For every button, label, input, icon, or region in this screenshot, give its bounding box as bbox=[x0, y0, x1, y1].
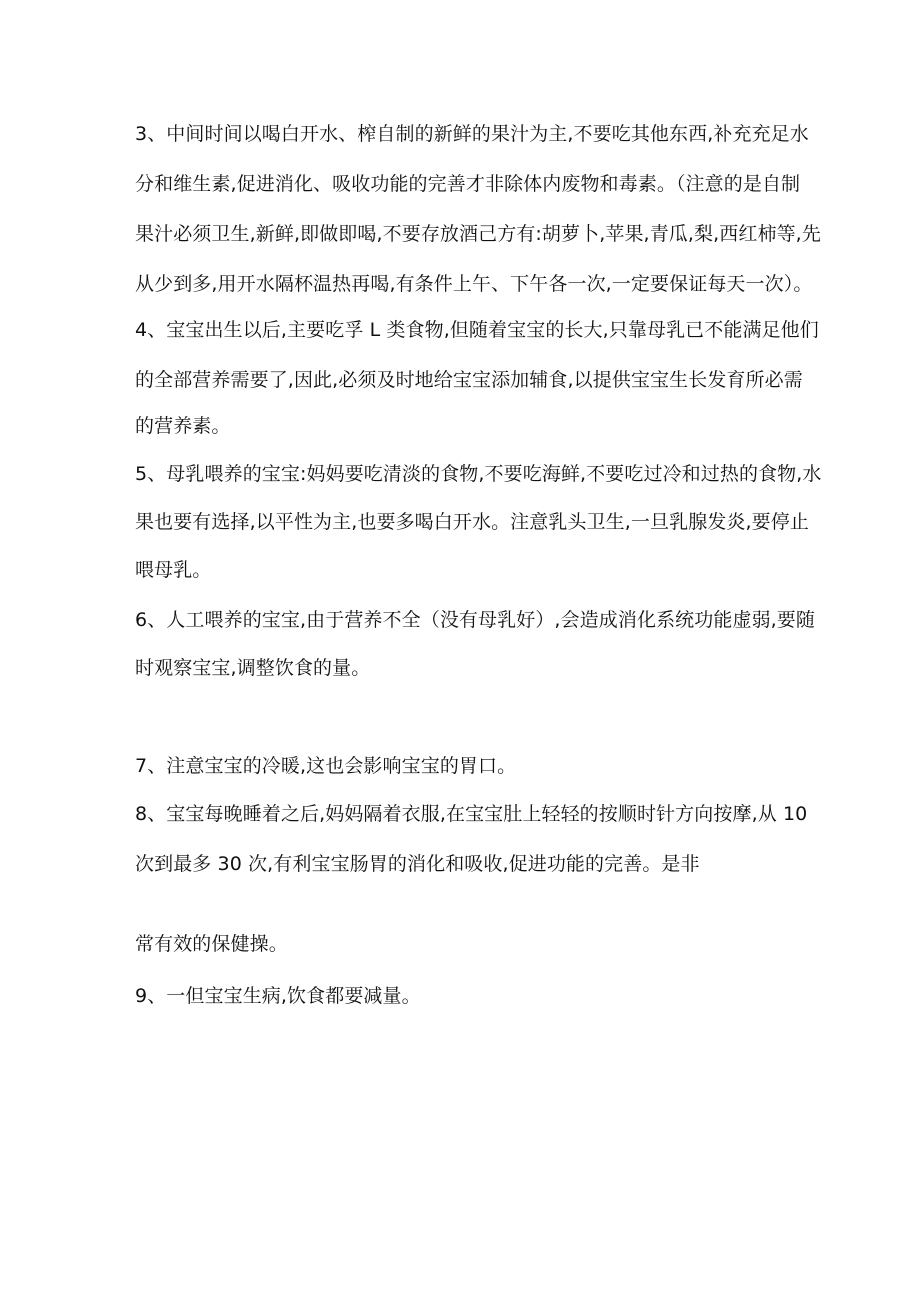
text-line: 3、中间时间以喝白开水、榨自制的新鲜的果汁为主,不要吃其他东西,补充充足水 bbox=[135, 123, 809, 145]
text-line: 从少到多,用开水隔杯温热再喝,有条件上午、下午各一次,一定要保证每天一次）。 bbox=[135, 273, 813, 295]
text-line: 5、母乳喂养的宝宝:妈妈要吃清淡的食物,不要吃海鲜,不要吃过冷和过热的食物,水 bbox=[135, 463, 822, 485]
text-line: 8、宝宝每晚睡着之后,妈妈隔着衣服,在宝宝肚上轻轻的按顺时针方向按摩,从 10 bbox=[135, 803, 808, 825]
text-line: 次到最多 30 次,有利宝宝肠胃的消化和吸收,促进功能的完善。是非 bbox=[135, 853, 700, 875]
text-line: 的全部营养需要了,因此,必须及时地给宝宝添加辅食,以提供宝宝生长发育所必需 bbox=[135, 369, 803, 391]
text-line: 分和维生素,促进消化、吸收功能的完善才非除体内废物和毒素。（注意的是自制 bbox=[135, 173, 801, 195]
text-line: 9、一但宝宝生病,饮食都要减量。 bbox=[135, 985, 421, 1007]
text-line: 6、人工喂养的宝宝,由于营养不全（没有母乳好）,会造成消化系统功能虚弱,要随 bbox=[135, 609, 816, 631]
text-line: 时观察宝宝,调整饮食的量。 bbox=[135, 657, 371, 679]
text-line: 果也要有选择,以平性为主,也要多喝白开水。注意乳头卫生,一旦乳腺发炎,要停止 bbox=[135, 511, 809, 533]
text-line: 的营养素。 bbox=[135, 415, 231, 437]
text-line: 常有效的保健操。 bbox=[135, 933, 288, 955]
text-line: 7、注意宝宝的冷暖,这也会影响宝宝的胃口。 bbox=[135, 755, 517, 777]
text-line: 喂母乳。 bbox=[135, 559, 212, 581]
text-line: 果汁必须卫生,新鲜,即做即喝,不要存放酒己方有:胡萝卜,苹果,青瓜,梨,西红柿等,先 bbox=[135, 223, 821, 245]
text-line: 4、宝宝出生以后,主要吃孚 L 类食物,但随着宝宝的长大,只靠母乳已不能满足他们 bbox=[135, 319, 819, 341]
